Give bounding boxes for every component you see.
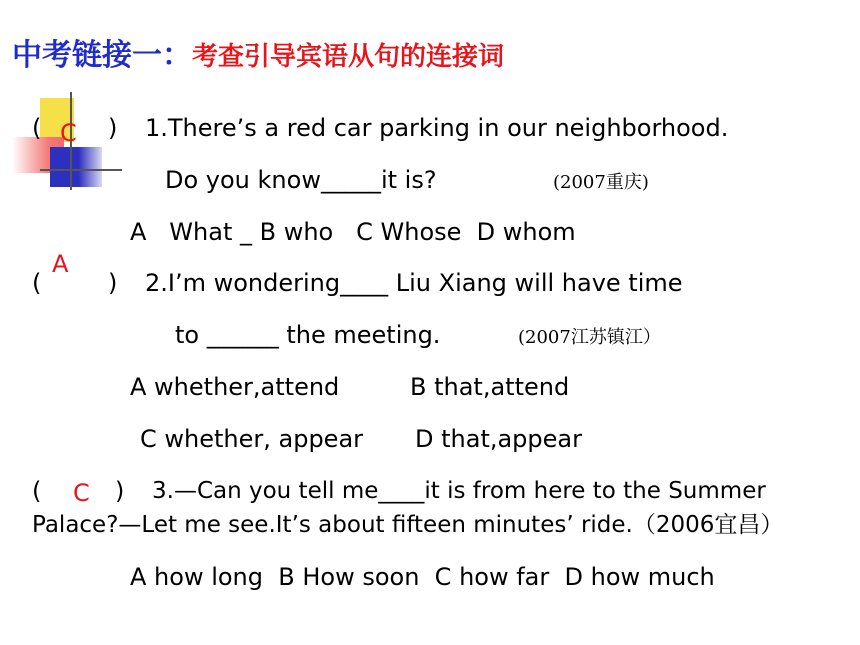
q3-stem-line2: Palace?—Let me see.It’s about fifteen minutes’ ride.（2006宜昌） [32, 512, 784, 538]
slide-title [12, 30, 504, 74]
deco-horizontal-line [40, 169, 122, 171]
q2-option-b: B that,attend [410, 373, 570, 401]
q2-stem-line1: 2.I’m wondering____ Liu Xiang will have time [145, 269, 683, 297]
q1-options: A What _ B who C Whose D whom [130, 218, 576, 246]
q1-stem-line1: 1.There’s a red car parking in our neighborhood. [145, 114, 729, 142]
q1-close-paren: ) [108, 114, 118, 142]
q2-answer: A [52, 250, 69, 278]
q2-source: (2007江苏镇江） [518, 327, 661, 348]
q3-options: A how long B How soon C how far D how much [130, 563, 715, 591]
q2-open-paren: ( [32, 269, 42, 297]
q3-stem-line1: 3.—Can you tell me____it is from here to the Summer [152, 478, 766, 504]
q2-close-paren: ) [108, 269, 118, 297]
q3-answer: C [73, 479, 90, 507]
title-prefix: 中考链接一： [12, 38, 192, 73]
title-topic: 考查引导宾语从句的连接词 [192, 42, 505, 72]
deco-blue-square [50, 147, 102, 187]
q2-option-a: A whether,attend [130, 373, 340, 401]
q1-answer: C [60, 119, 77, 147]
q1-stem-line2: Do you know_____it is? [165, 166, 437, 194]
q1-open-paren: ( [32, 114, 42, 142]
q2-stem-line2: to ______ the meeting. [175, 321, 441, 349]
q2-option-d: D that,appear [415, 425, 582, 453]
q1-source: (2007重庆) [553, 172, 649, 193]
q3-open-paren: ( [32, 477, 42, 505]
q2-option-c: C whether, appear [140, 425, 364, 453]
q3-close-paren: ) [115, 477, 125, 505]
